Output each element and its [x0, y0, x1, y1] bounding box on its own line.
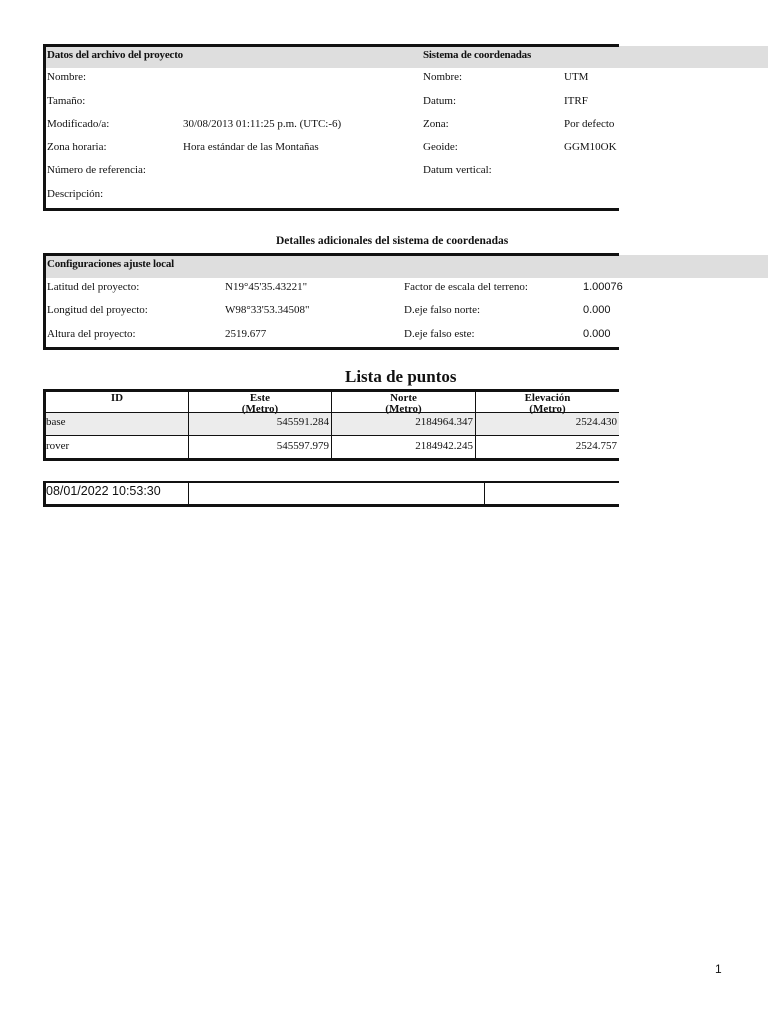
- project-reference-label: Número de referencia:: [47, 164, 146, 176]
- col-header-este-name: Este: [249, 392, 271, 404]
- col-header-este-unit: (Metro): [241, 403, 279, 415]
- section1-bottom-rule: [43, 208, 619, 211]
- section1-top-rule: [43, 44, 619, 47]
- additional-details-title: Detalles adicionales del sistema de coordenadas: [276, 235, 509, 247]
- col-header-elevacion: [476, 393, 619, 415]
- section2-bottom-rule: [43, 347, 619, 350]
- latitude-value: N19°45'35.43221": [225, 281, 308, 293]
- points-title: Lista de puntos: [345, 367, 457, 386]
- project-timezone-value: Hora estándar de las Montañas: [183, 141, 319, 153]
- table-row-rover-elev: 2524.757: [575, 440, 617, 452]
- table-row-base-id: base: [46, 416, 66, 428]
- section2-top-rule: [43, 253, 619, 256]
- table-row-rover-id: rover: [46, 440, 70, 452]
- cs-datum-value: ITRF: [564, 95, 588, 107]
- cs-datum-label: Datum:: [423, 95, 456, 107]
- scale-factor-label: Factor de escala del terreno:: [404, 281, 528, 293]
- col-header-norte: [332, 393, 475, 415]
- col-header-id-name: ID: [110, 392, 124, 404]
- cs-zone-label: Zona:: [423, 118, 449, 130]
- page-number: 1: [715, 962, 722, 976]
- table-row-base-norte: 2184964.347: [415, 416, 473, 428]
- footer-top-rule: [43, 481, 619, 483]
- project-modified-label: Modificado/a:: [47, 118, 110, 130]
- cs-geoid-label: Geoide:: [423, 141, 458, 153]
- col-header-este: [189, 393, 331, 415]
- section2-left-rule: [43, 253, 46, 350]
- local-settings-header: Configuraciones ajuste local: [47, 258, 175, 270]
- project-modified-value: 30/08/2013 01:11:25 p.m. (UTC:-6): [183, 118, 342, 130]
- col-header-elevacion-unit: (Metro): [529, 403, 566, 415]
- col-header-norte-unit: (Metro): [385, 403, 422, 415]
- scale-factor-value: 1.00076: [583, 281, 623, 293]
- cs-zone-value: Por defecto: [564, 118, 615, 130]
- longitude-label: Longitud del proyecto:: [47, 304, 148, 316]
- footer-timestamp: 08/01/2022 10:53:30: [46, 484, 161, 498]
- footer-divider-1: [188, 482, 189, 505]
- false-northing-value: 0.000: [583, 304, 611, 316]
- cs-geoid-value: GGM10OK: [564, 141, 617, 153]
- false-northing-label: D.eje falso norte:: [404, 304, 481, 316]
- project-timezone-label: Zona horaria:: [47, 141, 107, 153]
- height-value: 2519.677: [225, 328, 267, 340]
- table-row-rover-norte: 2184942.245: [415, 440, 473, 452]
- project-name-label: Nombre:: [47, 71, 87, 83]
- false-easting-label: D.eje falso este:: [404, 328, 475, 340]
- latitude-label: Latitud del proyecto:: [47, 281, 140, 293]
- project-size-label: Tamaño:: [47, 95, 86, 107]
- col-header-elevacion-name: Elevación: [524, 392, 571, 404]
- cs-name-value: UTM: [564, 71, 589, 83]
- height-label: Altura del proyecto:: [47, 328, 136, 340]
- cs-vertical-datum-label: Datum vertical:: [423, 164, 492, 176]
- longitude-value: W98°33'53.34508": [225, 304, 310, 316]
- table-row-rover-este: 545597.979: [276, 440, 329, 452]
- footer-bottom-rule: [43, 504, 619, 507]
- project-description-label: Descripción:: [47, 188, 104, 200]
- table-row-base-elev: 2524.430: [575, 416, 617, 428]
- project-file-header: Datos del archivo del proyecto: [47, 49, 183, 61]
- section1-left-rule: [43, 44, 46, 211]
- cs-name-label: Nombre:: [423, 71, 463, 83]
- col-header-norte-name: Norte: [390, 392, 417, 404]
- false-easting-value: 0.000: [583, 328, 611, 340]
- footer-divider-2: [484, 482, 485, 505]
- col-header-id: [46, 393, 188, 404]
- table-row-base-este: 545591.284: [276, 416, 329, 428]
- coordinate-system-header: Sistema de coordenadas: [423, 49, 532, 61]
- points-row-rule: [45, 435, 619, 436]
